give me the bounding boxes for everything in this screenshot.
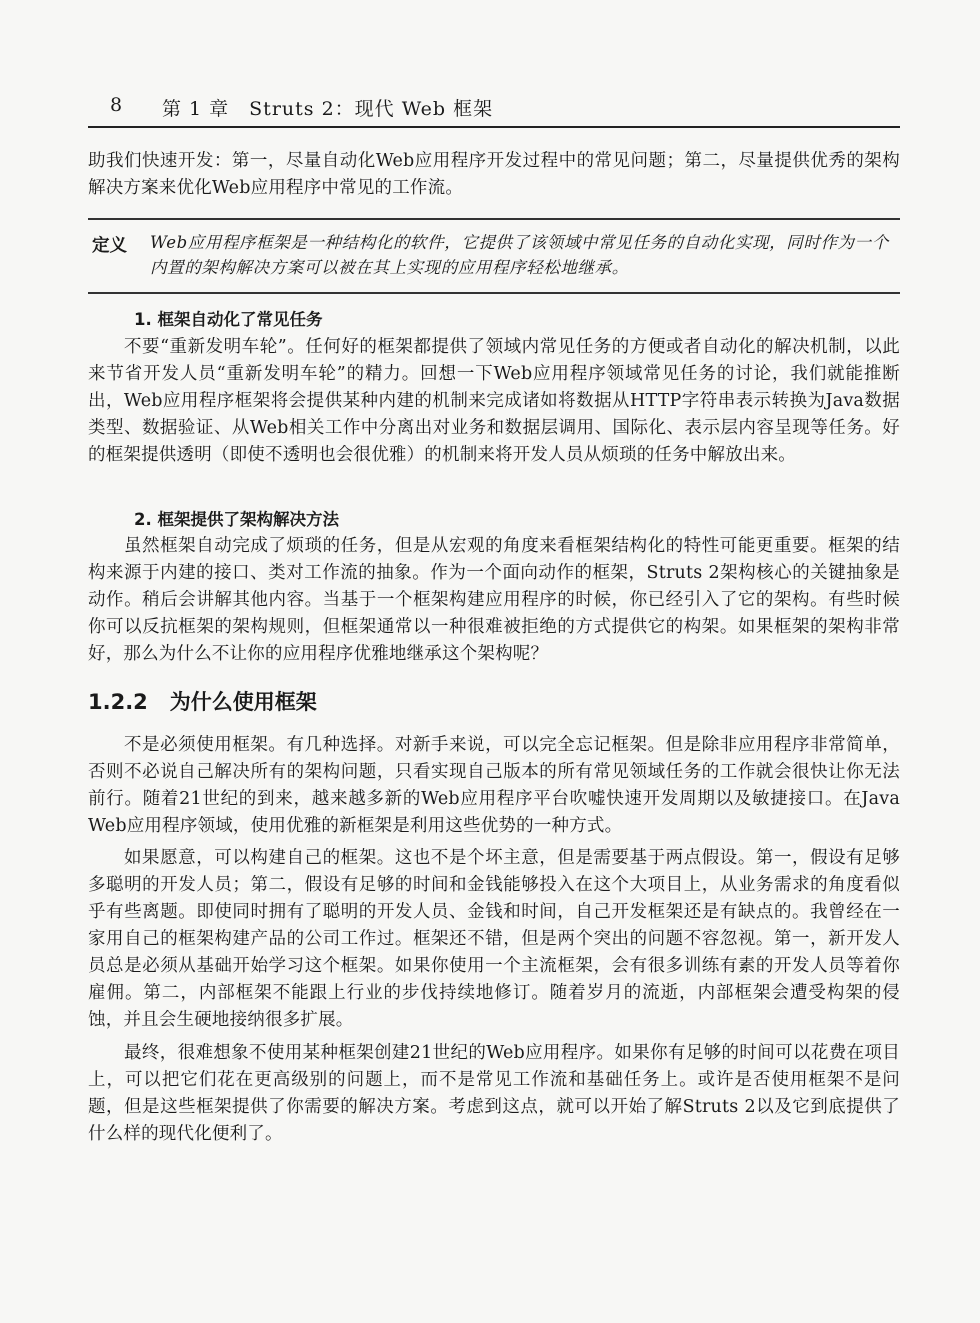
body-paragraph-3: 最终，很难想象不使用某种框架创建21世纪的Web应用程序。如果你有足够的时间可以花费在项目上，可以把它们花在更高级别的问题上，而不是常见工作流和基础任务上。或许是否使用框架不是问题，但是这些框架提供了你需要的解决方案。考虑到这点，就可以开始了解Struts 2以及它到底提供了什么样的现代化便利了。 — [88, 1043, 900, 1144]
definition-text: Web应用程序框架是一种结构化的软件，它提供了该领域中常见任务的自动化实现，同时作为一个内置的架构解决方案可以被在其上实现的应用程序轻松地继承。 — [150, 233, 889, 277]
definition-label: 定义 — [92, 236, 127, 256]
subsection-2-paragraph: 虽然框架自动完成了烦琐的任务，但是从宏观的角度来看框架结构化的特性可能更重要。框架的结构来源于内建的接口、类对工作流的抽象。作为一个面向动作的框架，Struts 2架构核心的关键抽象是动作。稍后会讲解其他内容。当基于一个框架构建应用程序的时候，你已经引入了它的架构。有些时候你可以反抗框架的架构规则，但框架通常以一种很难被拒绝的方式提供它的构架。如果框架的架构非常好，那么为什么不让你的应用程序优雅地继承这个架构呢？ — [88, 536, 900, 664]
subsection-1-paragraph: 不要“重新发明车轮”。任何好的框架都提供了领域内常见任务的方便或者自动化的解决机制，以此来节省开发人员“重新发明车轮”的精力。回想一下Web应用程序领域常见任务的讨论，我们就能推断出，Web应用程序框架将会提供某种内建的机制来完成诸如将数据从HTTP字符串表示转换为Java数据类型、数据验证、从Web相关工作中分离出对业务和数据层调用、国际化、表示层内容呈现等任务。好的框架提供透明（即使不透明也会很优雅）的机制来将开发人员从烦琐的任务中解放出来。 — [88, 337, 900, 465]
subheading-1: 1. 框架自动化了常见任务 — [134, 310, 323, 329]
chapter-title: 第 1 章 Struts 2：现代 Web 框架 — [162, 98, 494, 120]
body-paragraph-2: 如果愿意，可以构建自己的框架。这也不是个坏主意，但是需要基于两点假设。第一，假设有足够多聪明的开发人员；第二，假设有足够的时间和金钱能够投入在这个大项目上，从业务需求的角度看似乎有些离题。即使同时拥有了聪明的开发人员、金钱和时间，自己开发框架还是有缺点的。我曾经在一家用自己的框架构建产品的公司工作过。框架还不错，但是两个突出的问题不容忽视。第一，新开发人员总是必须从基础开始学习这个框架。如果你使用一个主流框架，会有很多训练有素的开发人员等着你雇佣。第二，内部框架不能跟上行业的步伐持续地修订。随着岁月的流逝，内部框架会遭受构架的侵蚀，并且会生硬地接纳很多扩展。 — [88, 848, 900, 1030]
section-title: 为什么使用框架 — [169, 690, 317, 714]
running-header — [88, 96, 900, 128]
body-paragraph-1: 不是必须使用框架。有几种选择。对新手来说，可以完全忘记框架。但是除非应用程序非常简单，否则不必说自己解决所有的架构问题，只看实现自己版本的所有常见领域任务的工作就会很快让你无法前行。随着21世纪的到来，越来越多新的Web应用程序平台吹嘘快速开发周期以及敏捷接口。在Java Web应用程序领域，使用优雅的新框架是利用这些优势的一种方式。 — [88, 735, 900, 836]
intro-paragraph: 助我们快速开发：第一，尽量自动化Web应用程序开发过程中的常见问题；第二，尽量提供优秀的架构解决方案来优化Web应用程序中常见的工作流。 — [88, 151, 900, 198]
page-number: 8 — [110, 94, 123, 116]
subheading-2: 2. 框架提供了架构解决方法 — [134, 510, 339, 529]
definition-box — [88, 218, 900, 294]
section-heading — [88, 686, 317, 716]
section-number: 1.2.2 — [88, 690, 148, 714]
